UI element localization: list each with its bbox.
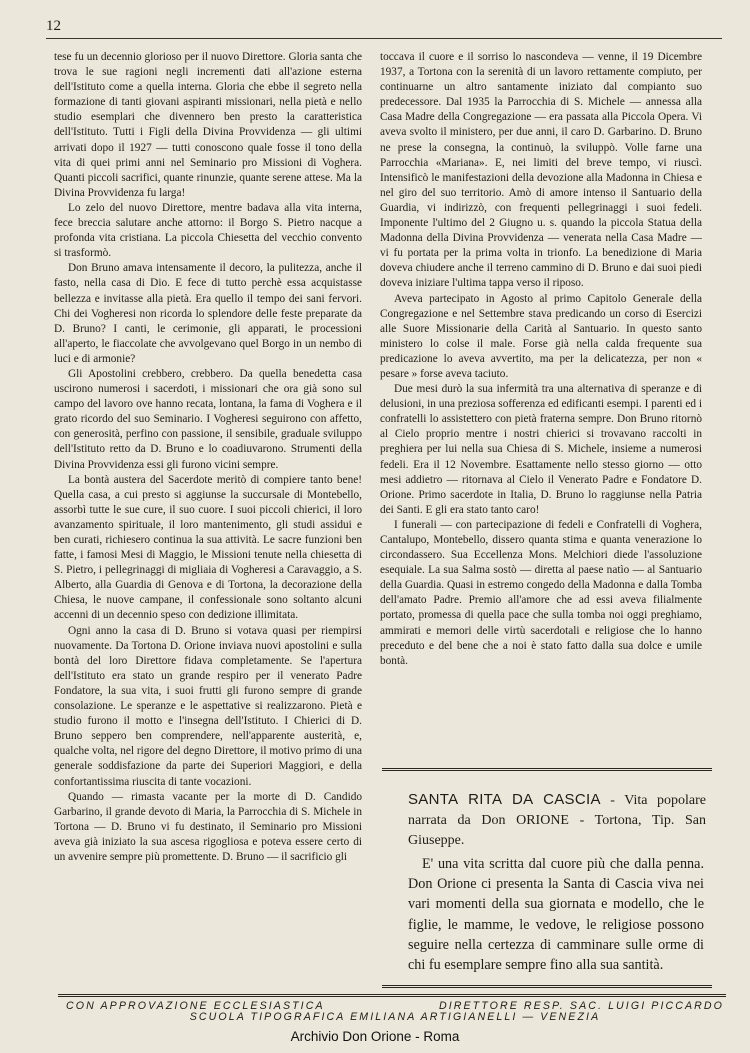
article-paragraph: I funerali — con partecipazione di fedeli e Confratelli di Voghera, Cantalupo, Montebello, dissero quanta stima e quanta venerazione lo circondassero. Sua Eccellenza Mons. Melchiori diede l'assoluzione esequiale. La sua Salma sostò — diretta al paese natìo — al Santuario della Guardia. Quasi in estremo congedo della Madonna e dalla Tomba dell'amato Padre. Premio all'amore che ad essi aveva filialmente portato, promessa di quella pace che sulla tomba noi oggi preghiamo, ammirati e memori delle virtù sacerdotali e religiose che lo hanno preceduto e del bene che a noi è stato fatto dalla sua dolce e umile bontà.	[380, 518, 702, 667]
article-paragraph: Gli Apostolini crebbero, crebbero. Da quella benedetta casa uscirono numerosi i sacerdoti, i missionari che ora già sono sul campo del lavoro ove hanno recata, lontana, la fama di Voghera e il grato ricordo del suo Seminario. I Vogheresi seguirono con affetto, con generosità, perfino con passione, il sensibile, graduale sviluppo dell'Istituto retto da D. Bruno e lo coadiuvarono. Strumenti della Divina Provvidenza essi gli furono vicini sempre.	[54, 367, 362, 471]
article-right-column	[380, 50, 702, 762]
article-paragraph: toccava il cuore e il sorriso lo nascondeva — venne, il 19 Dicembre 1937, a Tortona con la serenità di un lavoro rettamente compiuto, per continuarne un altro santamente iniziato dal compianto suo predecessore. Dal 1935 la Parrocchia di S. Michele — annessa alla Casa Madre della Congregazione — era passata alla Piccola Opera. Vi aveva svolto il ministero, per due anni, il caro D. Garbarino. D. Bruno ne prese la consegna, la continuò, la sviluppò. Volle farne una Parrocchia «Mariana». E, nei limiti del breve tempo, vi riuscì. Intensificò le manifestazioni della devozione alla Madonna in Chiesa e nel giro del suo territorio. Amò di amore intenso il Santuario della Guardia, vi indirizzò, con frequenti pellegrinaggi i suoi fedeli. Imponente l'ultimo del 2 Giugno u. s. quando la piccola Statua della Madonna della Divina Provvidenza — venerata nella Casa Madre — vi fu portata per la prima volta in trionfo. La benedizione di Maria doveva chiudere anche il terreno cammino di D. Bruno e dai suoi piedi doveva iniziare l'ultima tappa verso il riposo.	[380, 51, 702, 290]
page-number: 12	[46, 18, 61, 34]
header-rule	[46, 38, 722, 39]
article-paragraph: Don Bruno amava intensamente il decoro, la pulitezza, anche il fasto, nella casa di Dio. E fece di tutto perchè essa acquistasse bellezza e invitasse alla pietà. Era quello il tempo dei sani fervori. Chi dei Vogheresi non ricorda lo splendore delle feste preparate da D. Bruno? I canti, le cerimonie, gli apparati, le processioni all'aperto, le fiaccolate che avvolgevano quel Borgo in un nembo di luci e di armonie?	[54, 262, 362, 365]
footer-printer: SCUOLA TIPOGRAFICA EMILIANA ARTIGIANELLI — VENEZIA	[189, 1011, 601, 1023]
book-notice-body: E' una vita scritta dal cuore più che dalla penna. Don Orione ci presenta la Santa di Cascia viva nei vari momenti della sua giornata e modello, che le figlie, le mamme, le vedove, le religiose possono seguire nella certezza di camminare sulle orme di chi fu esemplare sempre fino alla sua santità.	[408, 856, 704, 974]
article-left-column	[54, 50, 362, 865]
book-notice-heading	[408, 790, 706, 851]
article-paragraph: Due mesi durò la sua infermità tra una alternativa di speranze e di delusioni, in una preziosa sofferenza ed edificanti esempi. I parenti ed i confratelli lo assistettero con pietà fraterna sempre. Don Bruno ritornò al Cielo proprio mentre i nostri chierici si trovavano raccolti in preghiera per lui nella sua Chiesa di S. Michele, insieme a numerosi fedeli. Era il 12 Novembre. Esattamente nello stesso giorno — otto mesi addietro — ritornava al Cielo il Venerato Padre e Fondatore D. Orione. Primo sacerdote in Italia, D. Bruno lo raggiunse nella Patria dei Santi. E gli era stato tanto caro!	[380, 383, 702, 516]
footer-director: DIRETTORE RESP. SAC. LUIGI PICCARDO	[438, 1000, 724, 1012]
box-top-rule	[382, 768, 712, 771]
book-notice-subtitle: - Vita popolare narrata da Don ORIONE - Tortona, Tip. San Giuseppe.	[408, 793, 706, 848]
article-paragraph: tese fu un decennio glorioso per il nuovo Direttore. Gloria santa che trova le sue ragioni negli incrementi dati all'azione esterna dell'Istituto come a quella interna. Gloria che ebbe il segreto nella formazione di tanti giovani aspiranti missionari, nella pietà e nello studio esemplari che divennero ben presto la caratteristica dell'Istituto. Tutti i Figli della Divina Provvidenza — gli ultimi arrivati dopo il 1927 — tutti conoscono quale fosse il tono della vita di quei primi anni nel Seminario pro Missioni di Voghera. Quanti piccoli sacrifici, quante rinunzie, quante serene attese. Ma la Divina Provvidenza fu larga!	[54, 51, 362, 199]
article-paragraph: Aveva partecipato in Agosto al primo Capitolo Generale della Congregazione e nel Settembre stava predicando un corso di Esercizi alle Suore Missionarie della Carità al Santuario. In questo santo ministero lo colse il male. Forse già nella calda frequente sua predicazione lo aveva avvertito, ma per la delicatezza, per non « pesare » forse aveva taciuto.	[380, 292, 702, 380]
article-paragraph: La bontà austera del Sacerdote meritò di compiere tanto bene! Quella casa, a cui presto si aggiunse la succursale di Montebello, assorbì tutte le sue cure, il suo cuore. I suoi piccoli chierici, il loro avanzamento spirituale, il loro mantenimento, gli studi assidui e ben curati, richiesero continua la sua attività. Le sacre funzioni ben fatte, i famosi Mesi di Maggio, le Missioni tenute nella chiesetta di S. Pietro, i pellegrinaggi di migliaia di Vogheresi a Caravaggio, a S. Alberto, alla Guardia di Genova e di Tortona, la decorazione della Chiesa, le nuove campane, il confessionale sono soltanto alcuni accenni di un decennio speso con dedizione illimitata.	[54, 473, 362, 622]
article-paragraph: Lo zelo del nuovo Direttore, mentre badava alla vita interna, fece breccia salutare anche attorno: il Borgo S. Pietro nacque a profonda vita cristiana. La piccola Chiesetta del vecchio convento si trasformò.	[54, 201, 362, 260]
book-notice-title: SANTA RITA DA CASCIA	[408, 791, 601, 808]
book-notice-box	[382, 768, 712, 988]
box-bottom-rule	[382, 985, 712, 988]
footer-rule	[58, 994, 726, 997]
footer-line-2	[66, 1011, 724, 1023]
article-paragraph: Quando — rimasta vacante per la morte di D. Candido Garbarino, il grande devoto di Maria, la Parrocchia di S. Michele in Tortona — D. Bruno vi fu destinato, il Seminario pro Missioni aveva già iniziato la sua ascesa rigogliosa e poteva essere certo di un avvenire sempre più promettente. D. Bruno — il sacrificio gli	[54, 790, 362, 863]
footer-approval: CON APPROVAZIONE ECCLESIASTICA	[66, 1000, 325, 1012]
article-paragraph: Ogni anno la casa di D. Bruno si votava quasi per riempirsi nuovamente. Da Tortona D. Orione inviava nuovi apostolini e sulla bontà del loro Direttore fidava completamente. Se l'apertura dell'Istituto era stato un grande respiro per il venerato Padre Fondatore, la sua vita, i suoi frutti gli furono sempre di grande consolazione. Le speranze e le aspettative si realizzarono. Pietà e studio furono il motto e l'insegna dell'Istituto. I Chierici di D. Bruno seppero ben comprendere, nell'apparente austerità, e, qualche volta, nel rigore del degno Direttore, il motivo primo di una generale soddisfazione da parte dei Superiori Maggiori, e della confortantissima riuscita di tante vocazioni.	[54, 624, 362, 788]
archive-label: Archivio Don Orione - Roma	[290, 1029, 460, 1044]
